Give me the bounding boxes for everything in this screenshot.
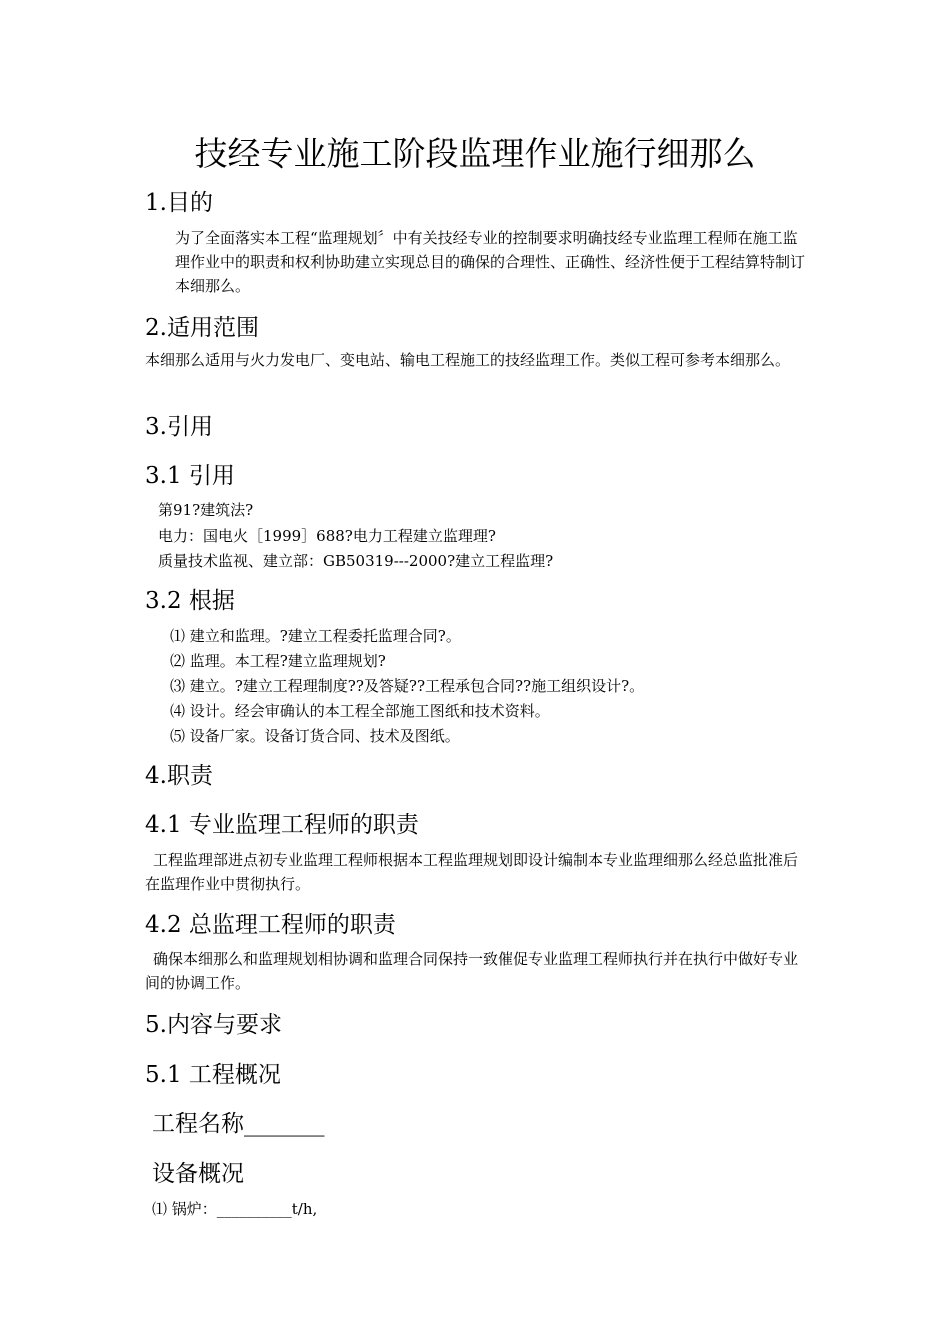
basis-item-5: ⑸ 设备厂家。设备订货合同、技术及图纸。 — [170, 727, 460, 745]
basis-item-4: ⑷ 设计。经会审确认的本工程全部施工图纸和技术资料。 — [170, 702, 550, 720]
section-2-paragraph: 本细那么适用与火力发电厂、变电站、输电工程施工的技经监理工作。类似工程可参考本细那么。 — [145, 351, 791, 369]
section-4-1-heading: 4.1 专业监理工程师的职责 — [145, 812, 419, 838]
section-1-paragraph: 为了全面落实本工程“监理规划〞中有关技经专业的控制要求明确技经专业监理工程师在施工监理作业中的职责和权利协助建立实现总目的确保的合理性、正确性、经济性便于工程结算特制订本细那么。 — [175, 229, 806, 295]
reference-line-1: 第91?建筑法? — [158, 501, 254, 519]
document-title: 技经专业施工阶段监理作业施行细那么 — [194, 134, 756, 173]
reference-line-3: 质量技术监视、建立部：GB50319---2000?建立工程监理? — [158, 552, 554, 570]
section-4-heading: 4.职责 — [145, 763, 213, 789]
section-4-2-paragraph: 确保本细那么和监理规划相协调和监理合同保持一致催促专业监理工程师执行并在执行中做好专业间的协调工作。 — [145, 950, 799, 992]
section-4-2-heading: 4.2 总监理工程师的职责 — [145, 912, 396, 938]
boiler-line: ⑴ 锅炉：__________t/h, — [152, 1200, 318, 1218]
reference-line-2: 电力：国电火［1999］688?电力工程建立监理理? — [158, 527, 496, 545]
section-4-1-paragraph: 工程监理部进点初专业监理工程师根据本工程监理规划即设计编制本专业监理细那么经总监批准后在监理作业中贯彻执行。 — [145, 851, 799, 893]
section-5-heading: 5.内容与要求 — [145, 1012, 282, 1038]
basis-item-1: ⑴ 建立和监理。?建立工程委托监理合同?。 — [170, 627, 461, 645]
section-2-heading: 2.适用范围 — [145, 315, 259, 341]
section-3-heading: 3.引用 — [145, 414, 213, 440]
basis-item-2: ⑵ 监理。本工程?建立监理规划? — [170, 652, 386, 670]
project-name-line: 工程名称_______ — [152, 1111, 325, 1137]
section-3-2-heading: 3.2 根据 — [145, 588, 235, 614]
basis-item-3: ⑶ 建立。?建立工程理制度??及答疑??工程承包合同??施工组织设计?。 — [170, 677, 645, 695]
section-3-1-heading: 3.1 引用 — [145, 463, 235, 489]
equipment-overview-heading: 设备概况 — [152, 1161, 244, 1187]
section-1-heading: 1.目的 — [145, 190, 213, 216]
section-5-1-heading: 5.1 工程概况 — [145, 1062, 281, 1088]
